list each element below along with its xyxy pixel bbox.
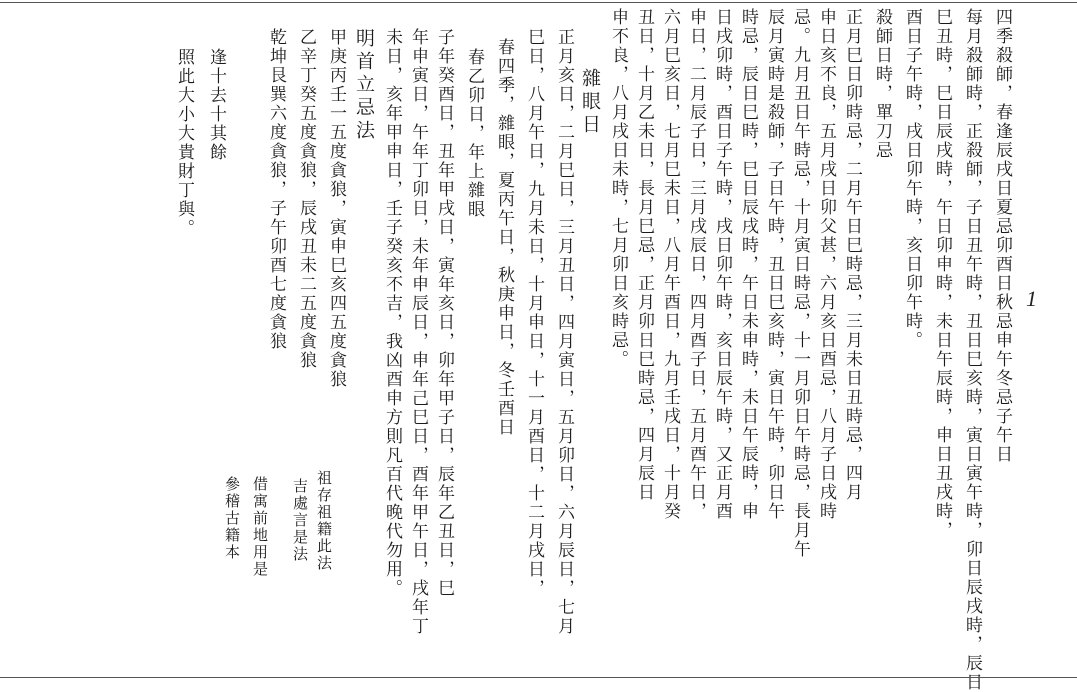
text-column: 丑日，十月乙未日，長月巳忌，正月卯日巳時忌，四月辰日 [634, 8, 654, 502]
text-column: 巳丑時，巳日辰戌時，午日卯申時，未日午辰時，申日丑戌時， [932, 8, 952, 540]
text-column: 乾坤艮巽六度貪狼，子午卯酉七度貪狼 [266, 28, 286, 351]
text-column: 正月巳日卯時忌，二月午日巳時忌，三月未日丑時忌，四月 [842, 8, 862, 502]
text-column: 未日，亥年甲申日，壬子癸亥不吉，我凶酉申方則凡百代晚代勿用。 [382, 28, 402, 598]
text-column: 申不良，八月戌日未時，七月卯日亥時忌。 [608, 8, 628, 369]
section-heading: 明首立忌法 [353, 28, 375, 143]
text-column: 四季殺師，春逢辰戌日夏忌卯酉日秋忌申午冬忌子午日 [992, 8, 1012, 464]
text-column: 申日，二月辰子日，三月戌辰日，四月酉子日，五月酉午日， [686, 8, 706, 521]
text-column: 申日亥不良，五月戌日卯父甚，六月亥日酉忌，八月子日戌時 [816, 8, 836, 521]
text-column: 辰月寅時是殺師，子日午時，丑日巳亥時，寅日午時，卯日午 [764, 8, 784, 521]
text-column: 甲庚丙壬一五度貪狼，寅申巳亥四五度貪狼 [326, 28, 346, 389]
text-column: 春乙卯日，年上雜眼 [464, 48, 484, 219]
text-column: 照此大小大貴財丁與。 [174, 48, 194, 238]
margin-note: 借寓前地用是 [251, 476, 269, 578]
text-column: 每月殺師時，正殺師，子日丑午時，丑日巳亥時，寅日寅午時，卯日辰戌時，辰日 [962, 8, 982, 692]
text-column: 六月巳亥日，七月巳未日，八月午酉日，九月壬戌日，十月癸 [660, 8, 680, 521]
text-column: 乙辛丁癸五度貪狼，辰戌丑未二五度貪狼 [296, 28, 316, 370]
bottom-border-line [0, 677, 1077, 678]
text-column: 逢十去十其餘 [206, 48, 226, 162]
page-number: 1 [1026, 286, 1037, 311]
text-column: 子年癸酉日，丑年甲戌日，寅年亥日，卯年甲子日，辰年乙丑日，巳 [434, 28, 454, 598]
text-column: 忌。九月丑日午時忌，十月寅日時忌，十一月卯日午時忌，長月午 [790, 8, 810, 559]
right-page [579, 8, 1020, 692]
text-column: 春四季，雜眼，夏丙午日，秋庚申日，冬壬酉日 [494, 38, 514, 437]
text-column: 酉日子午時，戌日卯午時，亥日卯午時。 [902, 8, 922, 350]
text-column: 年申寅日，午年丁卯日，未年申辰日，申年己巳日，酉年甲午日，戌年丁 [408, 28, 428, 636]
margin-note: 祖存祖籍此法 [315, 470, 333, 572]
text-column: 殺師日時，單刀忌 [872, 8, 892, 160]
top-border-line [0, 2, 1077, 3]
left-page [150, 8, 580, 668]
text-column: 日戌卯時，酉日子午時，戌日卯午時，亥日辰午時，又正月酉 [712, 8, 732, 521]
margin-note: 參稽古籍本 [223, 476, 241, 561]
text-column: 時忌，辰日巳時，巳日辰戌時，午日未申時，未日午辰時，申 [738, 8, 758, 521]
margin-note: 吉處言是法 [291, 478, 309, 563]
text-column: 巳日，八月午日，九月未日，十月申日，十一月酉日，十二月戌日， [524, 28, 544, 598]
section-heading: 雜眼日 [579, 68, 601, 137]
text-column: 正月亥日，二月巳日，三月丑日，四月寅日，五月卯日，六月辰日，七月 [554, 28, 574, 636]
